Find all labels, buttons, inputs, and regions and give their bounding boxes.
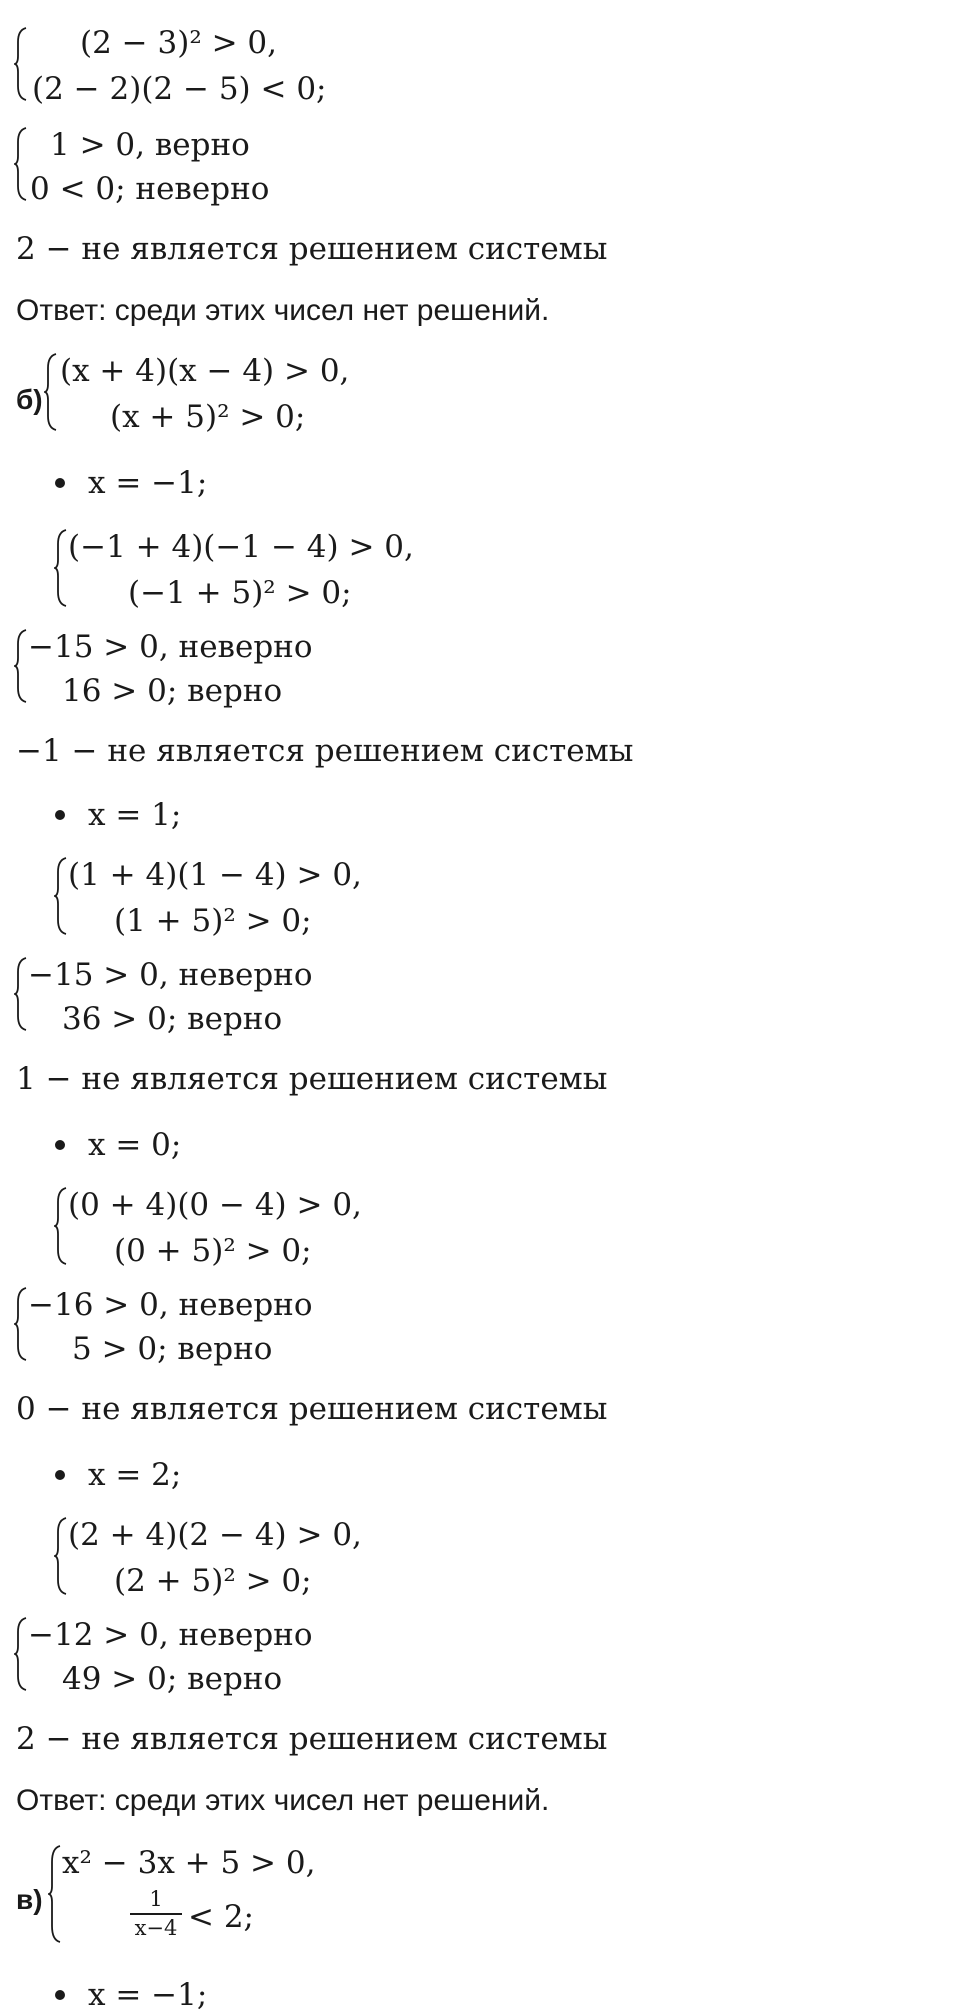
system-line: (1 + 5)² > 0; — [114, 903, 312, 939]
system-line: (1 + 4)(1 − 4) > 0, — [68, 857, 362, 893]
system-line: (2 + 5)² > 0; — [114, 1563, 312, 1599]
system-line: x² − 3x + 5 > 0, — [62, 1845, 316, 1881]
system-line: (0 + 4)(0 − 4) > 0, — [68, 1187, 362, 1223]
system-line: 0 < 0; неверно — [30, 171, 270, 207]
fraction-bar — [130, 1913, 182, 1915]
system-line: (x + 5)² > 0; — [110, 399, 306, 435]
system-line: (2 − 2)(2 − 5) < 0; — [32, 71, 327, 107]
system-line: (2 + 4)(2 − 4) > 0, — [68, 1517, 362, 1553]
bullet-item: x = −1; — [88, 465, 208, 501]
brace-icon — [48, 1844, 62, 1944]
brace-icon — [54, 1186, 68, 1266]
conclusion-text: 0 − не является решением системы — [16, 1391, 608, 1427]
brace-icon — [14, 628, 28, 704]
system-line: (0 + 5)² > 0; — [114, 1233, 312, 1269]
fraction — [130, 1888, 182, 1940]
system-line: −15 > 0, неверно — [28, 957, 313, 993]
system-line: −12 > 0, неверно — [28, 1617, 313, 1653]
conclusion-text: 2 − не является решением системы — [16, 231, 608, 267]
bullet-item: x = 1; — [88, 797, 182, 833]
conclusion-text: 1 − не является решением системы — [16, 1061, 608, 1097]
part-label: в) — [16, 1884, 43, 1915]
brace-icon — [14, 1286, 28, 1362]
bullet-icon — [55, 1140, 65, 1150]
system-line: 1 > 0, верно — [50, 127, 250, 163]
conclusion-text: 2 − не является решением системы — [16, 1721, 608, 1757]
system-line: 49 > 0; верно — [62, 1661, 283, 1697]
system-line: < 2; — [188, 1899, 254, 1935]
bullet-item: x = 2; — [88, 1457, 182, 1493]
system-line: −15 > 0, неверно — [28, 629, 313, 665]
system-line: 16 > 0; верно — [62, 673, 283, 709]
brace-icon — [44, 352, 58, 432]
system-line: (−1 + 4)(−1 − 4) > 0, — [68, 529, 414, 565]
answer-text: Ответ: среди этих чисел нет решений. — [16, 1784, 550, 1817]
system-line: (−1 + 5)² > 0; — [128, 575, 352, 611]
brace-icon — [14, 126, 28, 202]
brace-icon — [54, 528, 68, 608]
fraction-numerator: 1 — [149, 1887, 163, 1911]
brace-icon — [54, 1516, 68, 1596]
brace-icon — [14, 956, 28, 1032]
system-line: (x + 4)(x − 4) > 0, — [60, 353, 350, 389]
brace-icon — [14, 26, 28, 102]
bullet-icon — [55, 810, 65, 820]
fraction-denominator: x−4 — [134, 1915, 178, 1940]
part-label: б) — [16, 384, 43, 415]
bullet-item: x = −1; — [88, 1977, 208, 2013]
bullet-icon — [55, 1470, 65, 1480]
brace-icon — [54, 856, 68, 936]
system-line: 36 > 0; верно — [62, 1001, 283, 1037]
system-line: 5 > 0; верно — [72, 1331, 273, 1367]
bullet-item: x = 0; — [88, 1127, 182, 1163]
system-line: (2 − 3)² > 0, — [80, 25, 278, 61]
bullet-icon — [55, 478, 65, 488]
system-line: −16 > 0, неверно — [28, 1287, 313, 1323]
bullet-icon — [55, 1990, 65, 2000]
answer-text: Ответ: среди этих чисел нет решений. — [16, 294, 550, 327]
conclusion-text: −1 − не является решением системы — [16, 733, 634, 769]
brace-icon — [14, 1616, 28, 1692]
